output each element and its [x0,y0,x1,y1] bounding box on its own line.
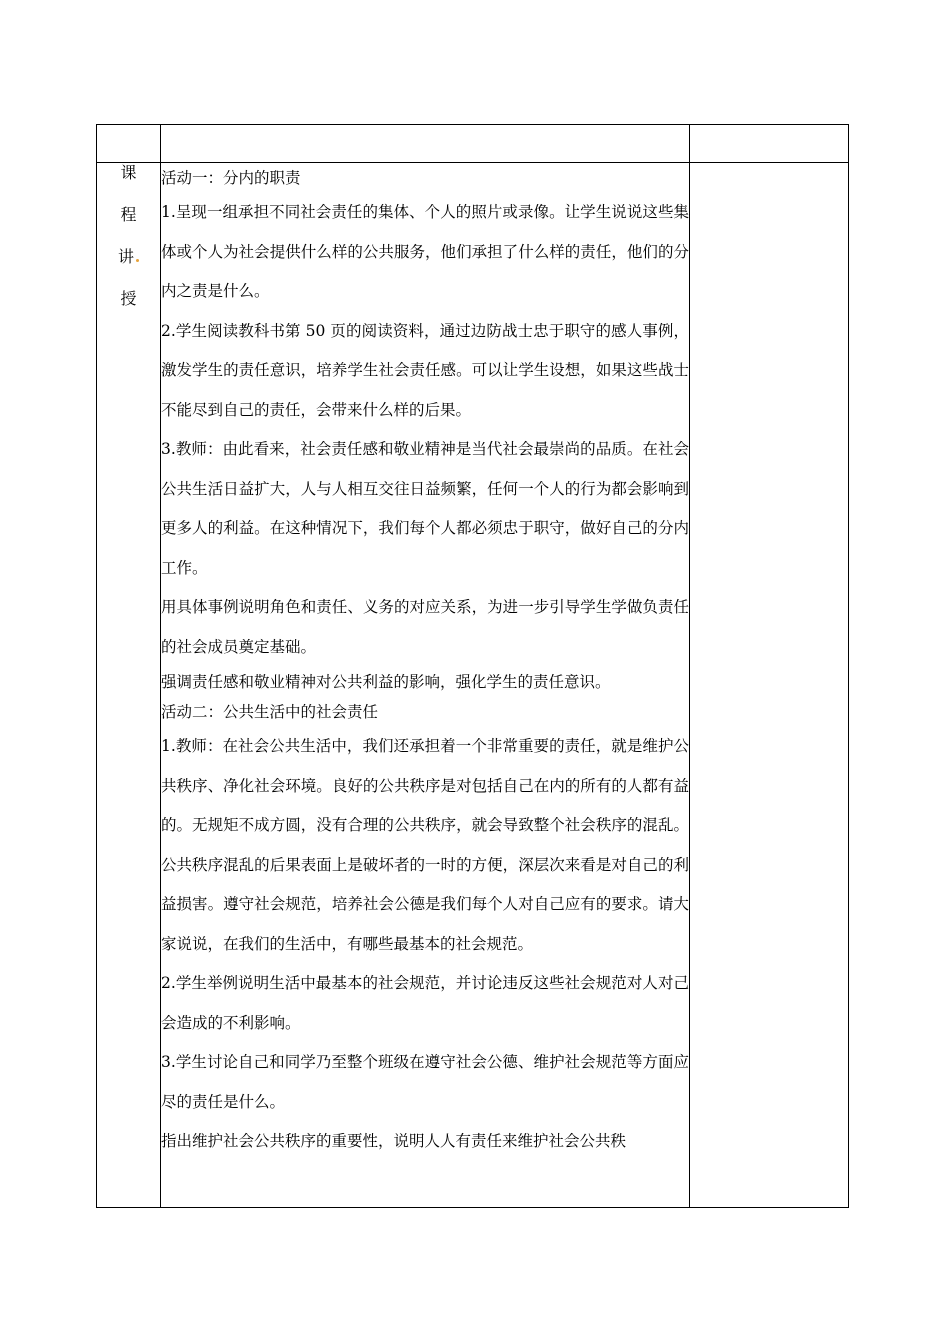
paragraph: 强调责任感和敬业精神对公共利益的影响，强化学生的责任意识。 [161,673,611,691]
section-label-char: 程 [120,205,137,224]
table-header-row [97,125,849,163]
section-label-cell [97,163,161,1208]
activity-heading: 活动一：分内的职责 [161,169,301,187]
section-label-char: 课 [120,163,137,182]
section-label-char: 讲 [97,247,160,289]
paragraph: 2.学生阅读教科书第 50 页的阅读资料，通过边防战士忠于职守的感人事例，激发学生的责任意识，培养学生社会责任感。可以让学生设想，如果这些战士不能尽到自己的责任，会带来什么样的后果。 [161,321,689,419]
paragraph: 指出维护社会公共秩序的重要性，说明人人有责任来维护社会公共秩 [161,1132,627,1150]
content-cell [161,163,690,1208]
lesson-plan-table [96,124,849,1208]
paragraph: 1.教师：在社会公共生活中，我们还承担着一个非常重要的责任，就是维护公共秩序、净化社会环境。良好的公共秩序是对包括自己在内的所有的人都有益的。无规矩不成方圆，没有合理的公共秩序，就会导致整个社会秩序的混乱。公共秩序混乱的后果表面上是破坏者的一时的方便，深层次来看是对自己的利益损害。遵守社会规范，培养社会公德是我们每个人对自己应有的要求。请大家说说，在我们的生活中，有哪些最基本的社会规范。 [161,737,689,953]
paragraph: 3.学生讨论自己和同学乃至整个班级在遵守社会公德、维护社会规范等方面应尽的责任是什么。 [161,1053,689,1111]
header-cell-2 [161,125,690,163]
table-body-row [97,163,849,1208]
paragraph: 1.呈现一组承担不同社会责任的集体、个人的照片或录像。让学生说说这些集体或个人为社会提供什么样的公共服务，他们承担了什么样的责任，他们的分内之责是什么。 [161,203,689,300]
section-label-char: 授 [120,289,137,308]
paragraph: 用具体事例说明角色和责任、义务的对应关系，为进一步引导学生学做负责任的社会成员奠定基础。 [161,598,689,656]
notes-cell [690,163,849,1208]
paragraph: 2.学生举例说明生活中最基本的社会规范，并讨论违反这些社会规范对人对己会造成的不利影响。 [161,974,689,1032]
header-cell-3 [690,125,849,163]
activity-heading: 活动二：公共生活中的社会责任 [161,703,379,721]
paragraph: 3.教师：由此看来，社会责任感和敬业精神是当代社会最崇尚的品质。在社会公共生活日益扩大，人与人相互交往日益频繁，任何一个人的行为都会影响到更多人的利益。在这种情况下，我们每个人都必须忠于职守，做好自己的分内工作。 [161,440,689,577]
header-cell-1 [97,125,161,163]
stray-dot-mark [136,259,139,262]
